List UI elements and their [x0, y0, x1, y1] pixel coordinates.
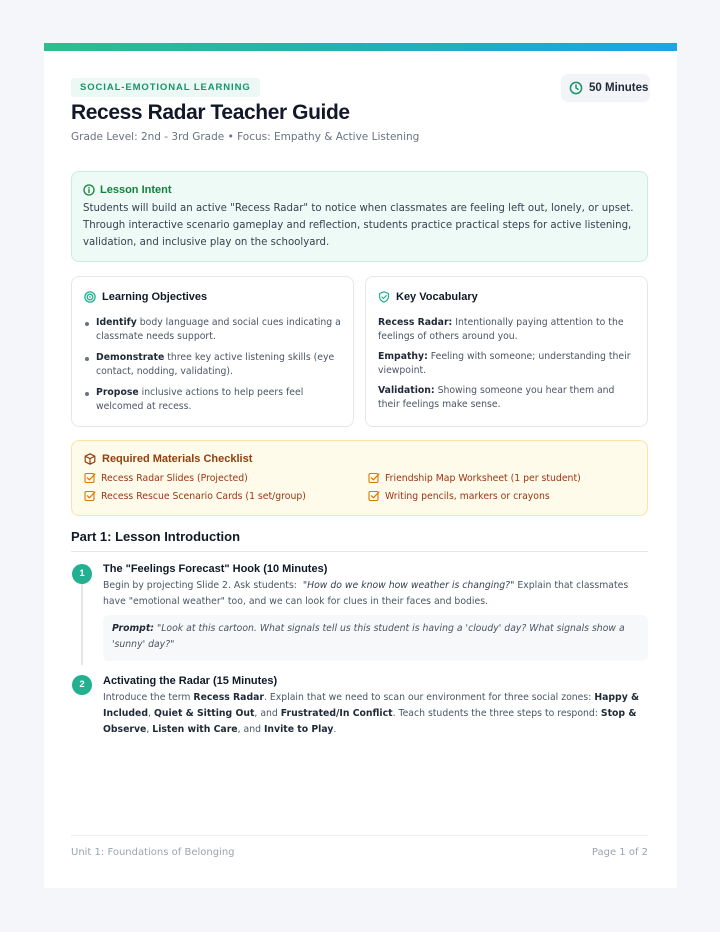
vocabulary-list	[378, 316, 635, 412]
list-item: Propose inclusive actions to help peers feel welcomed at recess.	[84, 386, 341, 414]
vocabulary-item: Recess Radar: Intentionally paying attention to the feelings of others around you.	[378, 317, 624, 342]
vocabulary-item: Empathy: Feeling with someone; understanding their viewpoint.	[378, 351, 631, 376]
section-title: Part 1: Lesson Introduction	[71, 529, 241, 544]
step-text: Introduce the term Recess Radar. Explain that we need to scan our environment for three social zones: Happy & Included, Quiet & Sitting Out, and Frustrated/In Conflict. Teach students the three steps to respond: Stop & Observe, Listen with Care, and Invite to Play.	[103, 692, 640, 735]
materials-title: Required Materials Checklist	[102, 453, 253, 465]
list-item: Demonstrate three key active listening skills (eye contact, nodding, validating).	[84, 351, 341, 379]
learning-objectives-title: Learning Objectives	[102, 291, 208, 303]
materials-list	[84, 471, 635, 503]
step-text: Begin by projecting Slide 2. Ask students: "How do we know how weather is changing?" Explain that classmates have "emotional weather" too, and we can look for clues in their faces and bodies.	[103, 580, 629, 607]
checkbox-checked-icon	[84, 472, 96, 484]
timeline-connector	[81, 583, 83, 665]
checklist-item: Recess Radar Slides (Projected)	[84, 471, 368, 485]
checkbox-checked-icon	[368, 472, 380, 484]
objectives-list	[84, 316, 341, 414]
checklist-item: Writing pencils, markers or crayons	[368, 489, 648, 503]
materials-heading	[84, 452, 635, 466]
duration-pill	[561, 74, 650, 102]
step-number-badge: 2	[72, 675, 92, 695]
guide-page	[44, 43, 677, 888]
list-item: Identify body language and social cues indicating a classmate needs support.	[84, 316, 341, 344]
checklist-item: Friendship Map Worksheet (1 per student)	[368, 471, 648, 485]
checkbox-checked-icon	[84, 490, 96, 502]
page-title: Recess Radar Teacher Guide	[71, 101, 350, 124]
step-number-badge: 1	[72, 564, 92, 584]
header-accent-bar	[44, 43, 677, 51]
step-title: The "Feelings Forecast" Hook (10 Minutes)	[103, 563, 328, 575]
shield-check-icon	[378, 291, 390, 303]
vocabulary-item: Validation: Showing someone you hear them and their feelings make sense.	[378, 385, 615, 410]
footer-unit-label: Unit 1: Foundations of Belonging	[71, 847, 235, 858]
page-subtitle: Grade Level: 2nd - 3rd Grade • Focus: Empathy & Active Listening	[71, 131, 420, 143]
category-badge: SOCIAL-EMOTIONAL LEARNING	[71, 78, 260, 97]
page-number: Page 1 of 2	[591, 847, 648, 858]
teacher-prompt-box: Prompt: "Look at this cartoon. What signals tell us this student is having a 'cloudy' day? What signals show a 'sunny' day?"	[103, 615, 648, 661]
section-divider	[71, 551, 648, 552]
learning-objectives-heading	[84, 290, 341, 304]
footer-divider	[71, 835, 648, 836]
lesson-intent-title: Lesson Intent	[100, 184, 172, 196]
target-icon	[84, 291, 96, 303]
checklist-item: Recess Rescue Scenario Cards (1 set/group)	[84, 489, 368, 503]
lesson-intent-text: Students will build an active "Recess Radar" to notice when classmates are feeling left out, lonely, or upset. Through interactive scenario gameplay and reflection, students practice practical steps for active listening, validation, and inclusive play on the schoolyard.	[83, 203, 634, 249]
lesson-intent-box	[71, 171, 648, 262]
key-vocabulary-heading	[378, 290, 635, 304]
duration-label: 50 Minutes	[589, 82, 649, 94]
step-title: Activating the Radar (15 Minutes)	[103, 675, 278, 687]
key-vocabulary-title: Key Vocabulary	[396, 291, 478, 303]
info-icon	[83, 184, 95, 196]
box-icon	[84, 453, 96, 465]
learning-objectives-card	[71, 276, 354, 427]
checkbox-checked-icon	[368, 490, 380, 502]
lesson-intent-heading	[83, 183, 636, 197]
key-vocabulary-card	[365, 276, 648, 427]
materials-checklist-box	[71, 440, 648, 516]
clock-icon	[569, 81, 583, 95]
